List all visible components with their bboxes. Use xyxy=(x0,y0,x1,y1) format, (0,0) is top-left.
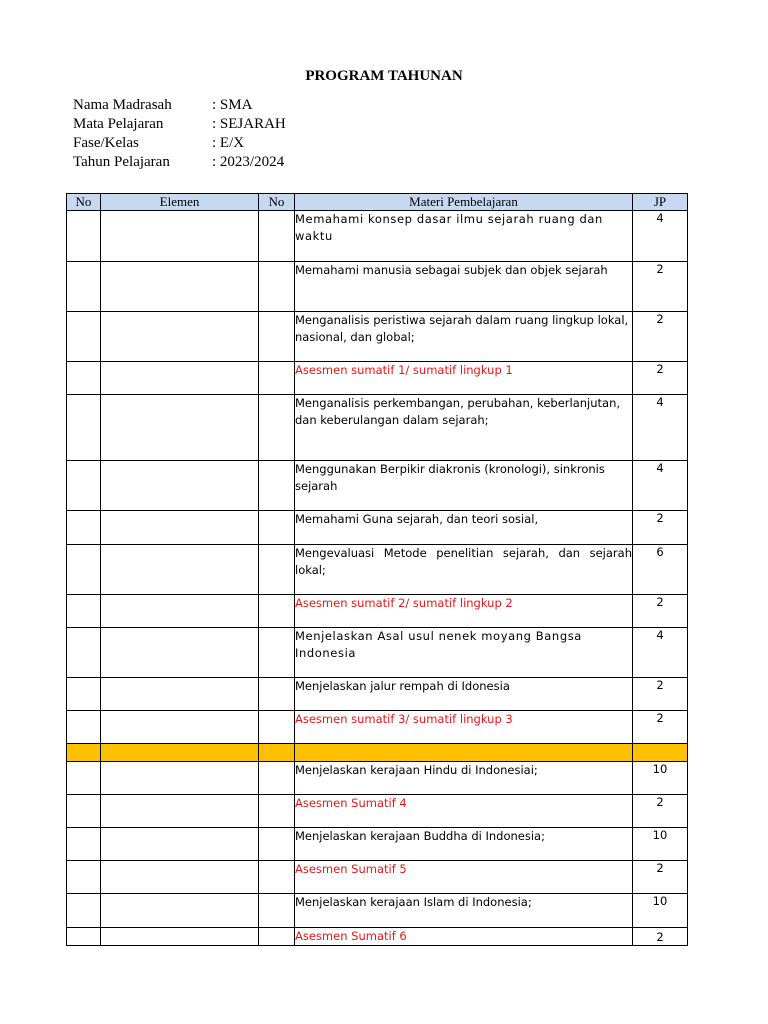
cell-no-2 xyxy=(259,894,295,928)
cell-materi: Memahami Guna sejarah, dan teori sosial, xyxy=(295,511,633,545)
cell-no xyxy=(67,362,101,395)
program-table xyxy=(66,193,688,946)
cell-jp: 4 xyxy=(633,461,688,511)
cell-no-2 xyxy=(259,545,295,595)
cell-no xyxy=(67,262,101,312)
cell-jp: 2 xyxy=(633,312,688,362)
cell-no-2 xyxy=(259,395,295,461)
cell-jp: 10 xyxy=(633,894,688,928)
cell-jp: 2 xyxy=(633,861,688,894)
cell-jp: 2 xyxy=(633,795,688,828)
info-label: Tahun Pelajaran xyxy=(73,154,170,170)
cell-materi: Menjelaskan kerajaan Hindu di Indonesiai; xyxy=(295,762,633,795)
table-header-row xyxy=(67,194,688,211)
cell-elemen xyxy=(101,711,259,744)
document-title: PROGRAM TAHUNAN xyxy=(305,68,463,84)
info-value: : SMA xyxy=(212,97,253,113)
cell-no xyxy=(67,678,101,711)
cell-jp: 2 xyxy=(633,678,688,711)
cell-materi: Menjelaskan jalur rempah di Idonesia xyxy=(295,678,633,711)
cell-jp: 4 xyxy=(633,395,688,461)
cell-no-2 xyxy=(259,595,295,628)
cell-no xyxy=(67,595,101,628)
cell-jp: 10 xyxy=(633,762,688,795)
cell-elemen xyxy=(101,928,259,946)
cell-no xyxy=(67,461,101,511)
cell-no-2 xyxy=(259,262,295,312)
cell-no xyxy=(67,628,101,678)
table-row xyxy=(67,678,688,711)
table-row xyxy=(67,511,688,545)
info-value: : 2023/2024 xyxy=(212,154,285,170)
info-value: : E/X xyxy=(212,135,245,151)
info-label: Fase/Kelas xyxy=(73,135,139,151)
cell-jp: 2 xyxy=(633,595,688,628)
cell-elemen xyxy=(101,795,259,828)
table-row xyxy=(67,461,688,511)
cell-materi: Menjelaskan kerajaan Islam di Indonesia; xyxy=(295,894,633,928)
info-block xyxy=(73,96,286,172)
cell-materi-assessment: Asesmen Sumatif 5 xyxy=(295,861,633,894)
cell-elemen xyxy=(101,262,259,312)
cell-jp: 2 xyxy=(633,511,688,545)
cell-elemen xyxy=(101,461,259,511)
cell-no-2 xyxy=(259,928,295,946)
cell-materi: Menganalisis peristiwa sejarah dalam ruang lingkup lokal, nasional, dan global; xyxy=(295,312,633,362)
cell-jp: 10 xyxy=(633,828,688,861)
cell-jp: 2 xyxy=(633,928,688,946)
cell-materi-assessment: Asesmen sumatif 1/ sumatif lingkup 1 xyxy=(295,362,633,395)
cell-elemen xyxy=(101,595,259,628)
header-materi: Materi Pembelajaran xyxy=(295,194,633,211)
cell-jp: 2 xyxy=(633,262,688,312)
table-row xyxy=(67,828,688,861)
cell-jp: 2 xyxy=(633,362,688,395)
cell-materi: Menganalisis perkembangan, perubahan, keberlanjutan, dan keberulangan dalam sejarah; xyxy=(295,395,633,461)
cell-no xyxy=(67,795,101,828)
cell-no-2 xyxy=(259,362,295,395)
cell-materi xyxy=(295,744,633,762)
table-row xyxy=(67,545,688,595)
info-label: Nama Madrasah xyxy=(73,97,172,113)
cell-elemen xyxy=(101,395,259,461)
cell-elemen xyxy=(101,744,259,762)
info-row-madrasah xyxy=(73,96,286,115)
cell-elemen xyxy=(101,762,259,795)
cell-no-2 xyxy=(259,711,295,744)
cell-no-2 xyxy=(259,861,295,894)
cell-no xyxy=(67,762,101,795)
cell-elemen xyxy=(101,312,259,362)
table-row xyxy=(67,262,688,312)
cell-materi-assessment: Asesmen Sumatif 4 xyxy=(295,795,633,828)
cell-elemen xyxy=(101,628,259,678)
cell-jp: 4 xyxy=(633,211,688,262)
info-row-tahun xyxy=(73,153,286,172)
cell-elemen xyxy=(101,828,259,861)
cell-no xyxy=(67,545,101,595)
info-row-mapel xyxy=(73,115,286,134)
cell-no xyxy=(67,312,101,362)
cell-materi: Menjelaskan Asal usul nenek moyang Bangsa Indonesia xyxy=(295,628,633,678)
cell-materi-assessment: Asesmen sumatif 3/ sumatif lingkup 3 xyxy=(295,711,633,744)
table-row xyxy=(67,711,688,744)
cell-no xyxy=(67,395,101,461)
cell-no-2 xyxy=(259,511,295,545)
cell-elemen xyxy=(101,211,259,262)
cell-no-2 xyxy=(259,678,295,711)
cell-no xyxy=(67,511,101,545)
table-row xyxy=(67,928,688,946)
cell-jp xyxy=(633,744,688,762)
cell-jp: 4 xyxy=(633,628,688,678)
table-row xyxy=(67,312,688,362)
table-row xyxy=(67,628,688,678)
cell-no xyxy=(67,928,101,946)
cell-no xyxy=(67,861,101,894)
table-row xyxy=(67,395,688,461)
cell-jp: 2 xyxy=(633,711,688,744)
cell-materi: Menggunakan Berpikir diakronis (kronologi), sinkronis sejarah xyxy=(295,461,633,511)
table-row xyxy=(67,762,688,795)
info-row-fase xyxy=(73,134,286,153)
cell-no xyxy=(67,744,101,762)
cell-no-2 xyxy=(259,762,295,795)
cell-no-2 xyxy=(259,628,295,678)
cell-no-2 xyxy=(259,795,295,828)
cell-materi-assessment: Asesmen sumatif 2/ sumatif lingkup 2 xyxy=(295,595,633,628)
header-no: No xyxy=(67,194,101,211)
cell-no-2 xyxy=(259,828,295,861)
cell-materi: Menjelaskan kerajaan Buddha di Indonesia; xyxy=(295,828,633,861)
cell-no-2 xyxy=(259,744,295,762)
table-row xyxy=(67,595,688,628)
table-row xyxy=(67,861,688,894)
cell-materi-assessment: Asesmen Sumatif 6 xyxy=(295,928,633,946)
cell-no xyxy=(67,894,101,928)
info-value: : SEJARAH xyxy=(212,116,286,132)
cell-jp: 6 xyxy=(633,545,688,595)
table-row xyxy=(67,795,688,828)
cell-elemen xyxy=(101,511,259,545)
cell-elemen xyxy=(101,894,259,928)
header-elemen: Elemen xyxy=(101,194,259,211)
cell-materi: Memahami konsep dasar ilmu sejarah ruang dan waktu xyxy=(295,211,633,262)
cell-elemen xyxy=(101,861,259,894)
cell-no-2 xyxy=(259,312,295,362)
cell-no-2 xyxy=(259,461,295,511)
cell-materi: Mengevaluasi Metode penelitian sejarah, dan sejarah lokal; xyxy=(295,545,633,595)
cell-elemen xyxy=(101,545,259,595)
cell-no xyxy=(67,211,101,262)
cell-no xyxy=(67,828,101,861)
info-label: Mata Pelajaran xyxy=(73,116,164,132)
table-row xyxy=(67,211,688,262)
header-no-2: No xyxy=(259,194,295,211)
table-row xyxy=(67,894,688,928)
table-row-highlight xyxy=(67,744,688,762)
table-row xyxy=(67,362,688,395)
cell-no-2 xyxy=(259,211,295,262)
cell-elemen xyxy=(101,678,259,711)
cell-elemen xyxy=(101,362,259,395)
header-jp: JP xyxy=(633,194,688,211)
cell-materi: Memahami manusia sebagai subjek dan objek sejarah xyxy=(295,262,633,312)
cell-no xyxy=(67,711,101,744)
